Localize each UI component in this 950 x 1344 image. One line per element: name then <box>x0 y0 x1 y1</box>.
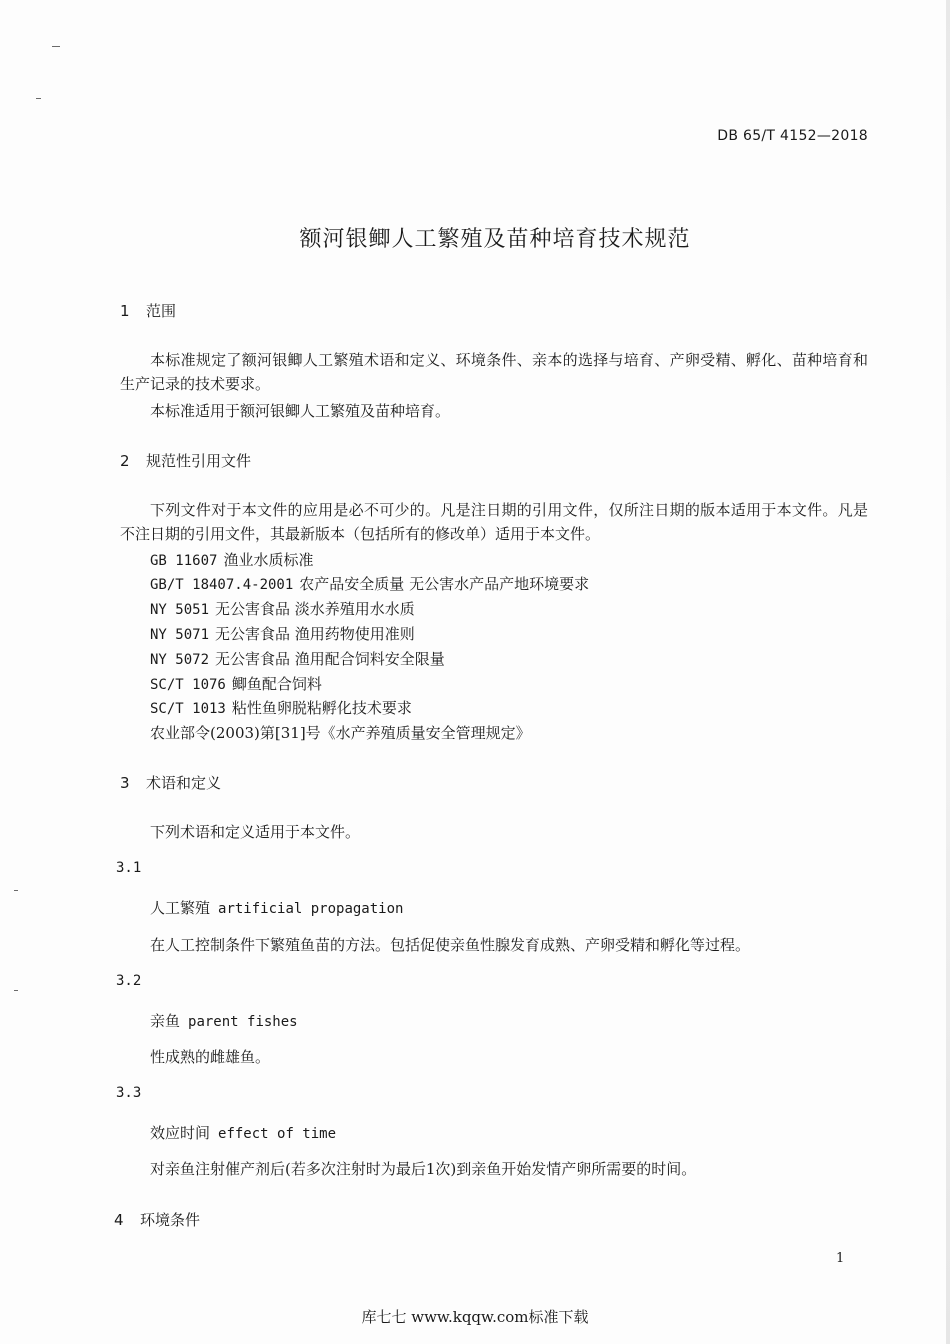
reference-name: 无公害食品 渔用药物使用准则 <box>215 625 415 643</box>
term-en: effect of time <box>218 1126 337 1142</box>
scope-paragraph-1: 本标准规定了额河银鲫人工繁殖术语和定义、环境条件、亲本的选择与培育、产卵受精、孵化、苗种培育和生产记录的技术要求。 <box>120 351 868 393</box>
reference-item <box>150 623 415 644</box>
references-intro: 下列文件对于本文件的应用是必不可少的。凡是注日期的引用文件，仅所注日期的版本适用于本文件。凡是不注日期的引用文件，其最新版本（包括所有的修改单）适用于本文件。 <box>120 501 868 543</box>
reference-item <box>150 598 415 619</box>
terms-intro: 下列术语和定义适用于本文件。 <box>150 823 361 841</box>
reference-item <box>150 673 322 694</box>
document-title: 额河银鲫人工繁殖及苗种培育技术规范 <box>299 227 691 252</box>
term-zh: 效应时间 <box>150 1124 211 1142</box>
reference-name: 农产品安全质量 无公害水产品产地环境要求 <box>299 575 590 593</box>
reference-code: SC/T 1013 <box>150 701 226 717</box>
term-definition: 性成熟的雌雄鱼。 <box>150 1048 271 1066</box>
section-title: 环境条件 <box>140 1211 201 1229</box>
section-number: 4 <box>114 1211 124 1229</box>
reference-name: 粘性鱼卵脱粘孵化技术要求 <box>231 699 412 717</box>
section-4-heading <box>114 1209 200 1230</box>
page-number: 1 <box>836 1251 845 1266</box>
term-zh: 人工繁殖 <box>150 899 211 917</box>
section-3-heading <box>120 772 221 793</box>
term-heading <box>150 897 403 918</box>
term-en: parent fishes <box>188 1014 298 1030</box>
reference-item <box>150 722 531 743</box>
footer-watermark: 库七七 www.kqqw.com标准下载 <box>361 1308 589 1326</box>
reference-code: GB 11607 <box>150 553 218 569</box>
term-definition: 对亲鱼注射催产剂后(若多次注射时为最后1次)到亲鱼开始发情产卵所需要的时间。 <box>150 1160 697 1178</box>
scan-edge-shadow <box>946 0 950 1344</box>
section-2-heading <box>120 450 251 471</box>
scope-paragraph-2: 本标准适用于额河银鲫人工繁殖及苗种培育。 <box>150 402 451 420</box>
section-number: 2 <box>120 452 130 470</box>
term-zh: 亲鱼 <box>150 1012 181 1030</box>
section-title: 术语和定义 <box>146 774 222 792</box>
scan-speck <box>36 98 41 99</box>
reference-name: 无公害食品 渔用配合饲料安全限量 <box>215 650 445 668</box>
term-number: 3.2 <box>116 973 142 989</box>
term-heading <box>150 1010 298 1031</box>
reference-code: GB/T 18407.4-2001 <box>150 577 294 593</box>
section-number: 1 <box>120 302 130 320</box>
reference-name: 渔业水质标准 <box>223 551 314 569</box>
reference-name: 农业部令(2003)第[31]号《水产养殖质量安全管理规定》 <box>150 724 531 742</box>
reference-name: 无公害食品 淡水养殖用水水质 <box>215 600 415 618</box>
reference-code: NY 5072 <box>150 652 210 668</box>
reference-item <box>150 697 412 718</box>
reference-code: NY 5071 <box>150 627 210 643</box>
standard-code: DB 65/T 4152—2018 <box>717 128 868 144</box>
section-number: 3 <box>120 774 130 792</box>
scan-speck <box>52 46 60 47</box>
scan-speck <box>14 890 18 891</box>
term-number: 3.3 <box>116 1085 142 1101</box>
reference-item <box>150 648 445 669</box>
term-heading <box>150 1122 336 1143</box>
section-title: 范围 <box>146 302 177 320</box>
scan-speck <box>14 990 18 991</box>
section-title: 规范性引用文件 <box>146 452 252 470</box>
term-en: artificial propagation <box>218 901 404 917</box>
reference-code: NY 5051 <box>150 602 210 618</box>
section-1-heading <box>120 300 176 321</box>
reference-name: 鲫鱼配合饲料 <box>231 675 322 693</box>
term-definition: 在人工控制条件下繁殖鱼苗的方法。包括促使亲鱼性腺发育成熟、产卵受精和孵化等过程。 <box>150 936 751 954</box>
reference-code: SC/T 1076 <box>150 677 226 693</box>
reference-item <box>150 549 313 570</box>
reference-item <box>150 573 589 594</box>
term-number: 3.1 <box>116 860 142 876</box>
